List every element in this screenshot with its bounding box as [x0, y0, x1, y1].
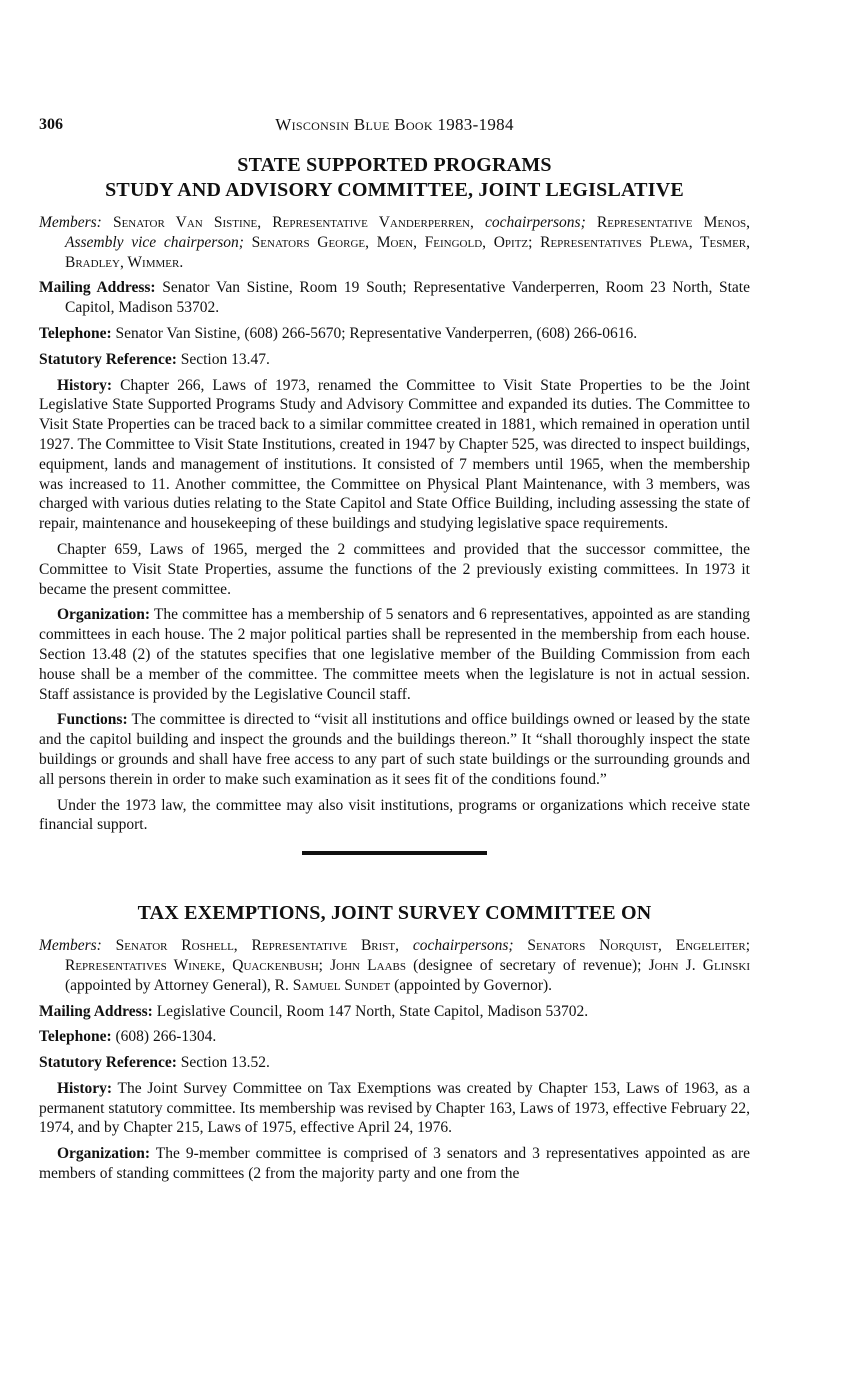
section2-telephone: [39, 1027, 750, 1047]
telephone-label: Telephone:: [39, 324, 112, 342]
section2-mailing-address: [39, 1002, 750, 1022]
members-names-3: John J. Glinski: [648, 956, 750, 974]
mailing-address-text: Legislative Council, Room 147 North, State Capitol, Madison 53702.: [156, 1002, 589, 1020]
history-label: History:: [57, 376, 113, 394]
section1-statutory-reference: [39, 350, 750, 370]
section1-mailing-address: [39, 278, 750, 318]
section2-statutory-reference: [39, 1053, 750, 1073]
section1-title-line1: STATE SUPPORTED PROGRAMS: [237, 154, 552, 176]
page-number: 306: [39, 116, 63, 133]
statutory-reference-label: Statutory Reference:: [39, 350, 177, 368]
members-names-2: Senators Norquist, Engeleiter; Representatives Wineke, Quackenbush; John Laabs: [65, 937, 750, 974]
functions-text: The committee is directed to “visit all institutions and office buildings owned or leased by the state and the capitol building and inspect the grounds and the buildings thereon.” It “shall thoroughly inspect the state buildings or grounds and shall have free access to any part of such state buildings or the surrounding grounds and all persons therein in order to make such examination as it sees fit of the conditions found.”: [39, 711, 750, 788]
organization-label: Organization:: [57, 1145, 150, 1163]
section-divider: [302, 851, 487, 855]
history-label: History:: [57, 1079, 113, 1097]
organization-label: Organization:: [57, 606, 150, 624]
telephone-text: Senator Van Sistine, (608) 266-5670; Representative Vanderperren, (608) 266-0616.: [115, 324, 638, 342]
members-names-2: Representative Menos,: [596, 214, 751, 231]
section1-functions-continuation: Under the 1973 law, the committee may also visit institutions, programs or organizations which receive state financial support.: [39, 796, 750, 834]
section1-history: [39, 376, 750, 534]
organization-text: The 9-member committee is comprised of 3 senators and 3 representatives appointed as are members of standing committees (2 from the majority party and one from the: [39, 1145, 750, 1183]
section1-organization: [39, 605, 750, 704]
organization-text: The committee has a membership of 5 senators and 6 representatives, appointed as are standing committees in each house. The 2 major political parties shall be represented in the membership from each house. Section 13.48 (2) of the statutes specifies that one legislative member of the Building Commission from each house shall be a member of the committee. The committee meets when the legislature is not in actual session. Staff assistance is provided by the Legislative Council staff.: [39, 606, 750, 703]
section2-members: [39, 936, 750, 995]
section1-members: [39, 213, 750, 272]
section1-functions: [39, 710, 750, 789]
telephone-text: (608) 266-1304.: [115, 1028, 217, 1046]
functions-label: Functions:: [57, 711, 128, 729]
running-head: [39, 115, 750, 141]
telephone-label: Telephone:: [39, 1028, 112, 1046]
mailing-address-text: Senator Van Sistine, Room 19 South; Representative Vanderperren, Room 23 North, State Capitol, Madison 53702.: [65, 279, 750, 317]
members-names-1: Senator Van Sistine, Representative Vanderperren,: [112, 214, 474, 231]
members-role-1: cochairpersons;: [485, 214, 586, 231]
section1-telephone: [39, 324, 750, 344]
members-role-1: cochairpersons;: [412, 937, 514, 955]
page: [39, 115, 750, 1184]
members-names-3: Senators George, Moen, Feingold, Opitz; Representatives Plewa, Tesmer, Bradley, Wimmer.: [65, 233, 751, 271]
members-names-1: Senator Roshell, Representative Brist,: [115, 937, 400, 955]
members-note-1: (designee of secretary of revenue);: [413, 956, 642, 974]
members-note-2: (appointed by Attorney General),: [65, 976, 271, 994]
statutory-reference-text: Section 13.47.: [180, 350, 270, 368]
section1-title-line2: STUDY AND ADVISORY COMMITTEE, JOINT LEGISLATIVE: [105, 179, 684, 201]
members-role-2: Assembly vice chairperson;: [65, 233, 244, 251]
history-text: Chapter 266, Laws of 1973, renamed the Committee to Visit State Properties to be the Joint Legislative State Supported Programs Study and Advisory Committee and expanded its duties. The Committee to Visit State Properties can be traced back to a similar committee created in 1881, which remained in operation until 1927. The Committee to Visit State Institutions, created in 1947 by Chapter 525, was directed to inspect buildings, equipment, lands and management of institutions. It consisted of 7 members until 1965, when the membership was increased to 11. Another committee, the Committee on Physical Plant Maintenance, with 3 members, was charged with various duties relating to the State Capitol and State Office Building, including assessing the state of repair, maintenance and housekeeping of these buildings and studying legislative space requirements.: [39, 376, 751, 533]
members-label: Members:: [39, 214, 102, 231]
section2-title: TAX EXEMPTIONS, JOINT SURVEY COMMITTEE ON: [137, 902, 652, 925]
section1-title: [39, 153, 750, 203]
section1-history-continuation: Chapter 659, Laws of 1965, merged the 2 committees and provided that the successor committee, the Committee to Visit State Properties, assume the functions of the 2 previously existing committees. In 1973 it became the present committee.: [39, 540, 750, 598]
history-text: The Joint Survey Committee on Tax Exemptions was created by Chapter 153, Laws of 1963, as a permanent statutory committee. Its membership was revised by Chapter 163, Laws of 1973, effective February 22, 1974, and by Chapter 215, Laws of 1975, effective April 24, 1976.: [39, 1079, 750, 1137]
book-title: Wisconsin Blue Book 1983-1984: [275, 115, 514, 134]
members-note-3: (appointed by Governor).: [394, 976, 553, 994]
mailing-address-label: Mailing Address:: [39, 1002, 153, 1020]
statutory-reference-label: Statutory Reference:: [39, 1054, 177, 1072]
members-names-4: R. Samuel Sundet: [274, 976, 391, 994]
members-label: Members:: [39, 937, 102, 955]
section2-organization: [39, 1144, 750, 1184]
mailing-address-label: Mailing Address:: [39, 279, 156, 297]
section2-history: [39, 1079, 750, 1138]
statutory-reference-text: Section 13.52.: [180, 1054, 270, 1072]
